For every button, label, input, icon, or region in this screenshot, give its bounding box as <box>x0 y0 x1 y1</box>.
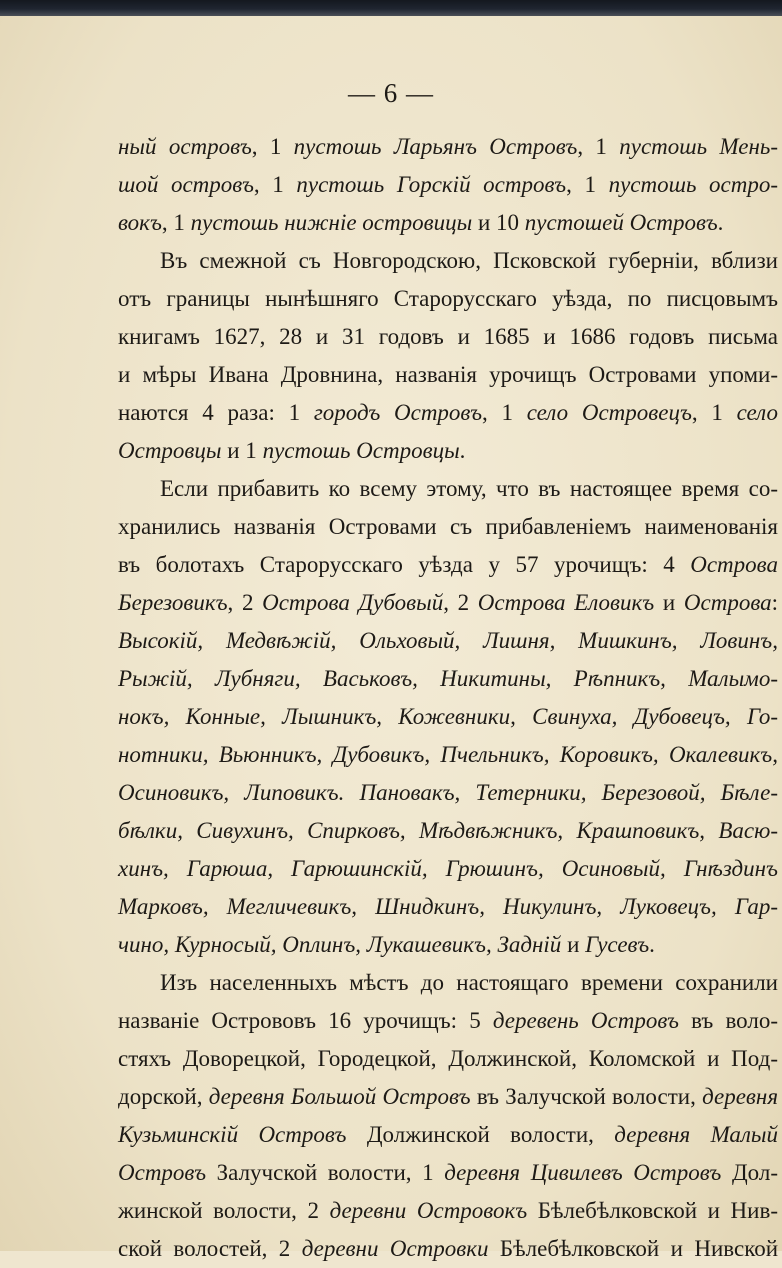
text-line: стяхъ Доворецкой, Городецкой, Должинской, Коломской и Под- <box>118 1046 778 1071</box>
text-line: Въ смежной съ Новгородскою, Псковской губерніи, вблизи <box>160 248 778 273</box>
text-line: книгамъ 1627, 28 и 31 годовъ и 1685 и 1686 годовъ письма <box>118 324 778 349</box>
page-number: — 6 — <box>348 78 434 108</box>
text-line: въ болотахъ Старорусскаго уѣзда у 57 урочищъ: 4 Острова <box>118 552 778 577</box>
text-line: жинской волости, 2 деревни Островокъ Бѣлебѣлковской и Нив- <box>118 1198 778 1223</box>
text-line: хинъ, Гарюша, Гарюшинскій, Грюшинъ, Осиновый, Гнѣздинъ <box>118 856 778 881</box>
text-line: Рыжій, Лубняги, Васьковъ, Никитины, Рѣпникъ, Малымо- <box>118 666 778 691</box>
text-line: Островцы и 1 пустошь Островцы. <box>118 438 466 463</box>
text-line: шой островъ, 1 пустошь Горскій островъ, 1 пустошь остро- <box>118 172 778 197</box>
text-line: вокъ, 1 пустошь нижніе островицы и 10 пустошей Островъ. <box>118 210 724 235</box>
text-line: Островъ Залучской волости, 1 деревня Цивилевъ Островъ Дол- <box>118 1160 778 1185</box>
text-line: отъ границы нынѣшняго Старорусскаго уѣзда, по писцовымъ <box>118 286 778 311</box>
text-line: Изъ населенныхъ мѣстъ до настоящаго времени сохранили <box>160 970 778 995</box>
text-line: Осиновикъ, Липовикъ. Пановакъ, Тетерники, Березовой, Бѣле- <box>118 780 778 805</box>
text-line: наются 4 раза: 1 городъ Островъ, 1 село Островецъ, 1 село <box>118 400 778 425</box>
text-line: Березовикъ, 2 Острова Дубовый, 2 Острова Еловикъ и Острова: <box>118 590 779 615</box>
text-line: Кузьминскій Островъ Должинской волости, деревня Малый <box>118 1122 779 1147</box>
text-line: Высокій, Медвѣжій, Ольховый, Лишня, Мишкинъ, Ловинъ, <box>118 628 778 653</box>
text-line: нотники, Вьюнникъ, Дубовикъ, Пчельникъ, Коровикъ, Окалевикъ, <box>118 742 778 767</box>
text-line: Если прибавить ко всему этому, что въ настоящее время со- <box>160 476 778 501</box>
text-line: чино, Курносый, Оплинъ, Лукашевикъ, Задній и Гусевъ. <box>118 932 655 957</box>
text-line: и мѣры Ивана Дровнина, названія урочищъ Островами упоми- <box>118 362 778 387</box>
scan-top-edge <box>0 0 782 16</box>
text-line: ской волостей, 2 деревни Островки Бѣлебѣлковской и Нивской <box>118 1236 779 1261</box>
text-line: бѣлки, Сивухинъ, Спирковъ, Мѣдвѣжникъ, Крашповикъ, Васю- <box>118 818 778 843</box>
text-line: ный островъ, 1 пустошь Ларьянъ Островъ, 1 пустошь Мень- <box>118 134 778 159</box>
text-line: Марковъ, Мегличевикъ, Шнидкинъ, Никулинъ, Луковецъ, Гар- <box>118 894 778 919</box>
text-line: хранились названія Островами съ прибавленіемъ наименованія <box>118 514 778 539</box>
text-line: дорской, деревня Большой Островъ въ Залучской волости, деревня <box>118 1084 779 1109</box>
text-line: названіе Острововъ 16 урочищъ: 5 деревень Островъ въ воло- <box>118 1008 778 1033</box>
text-line: нокъ, Конные, Лышникъ, Кожевники, Свинуха, Дубовецъ, Го- <box>118 704 778 729</box>
